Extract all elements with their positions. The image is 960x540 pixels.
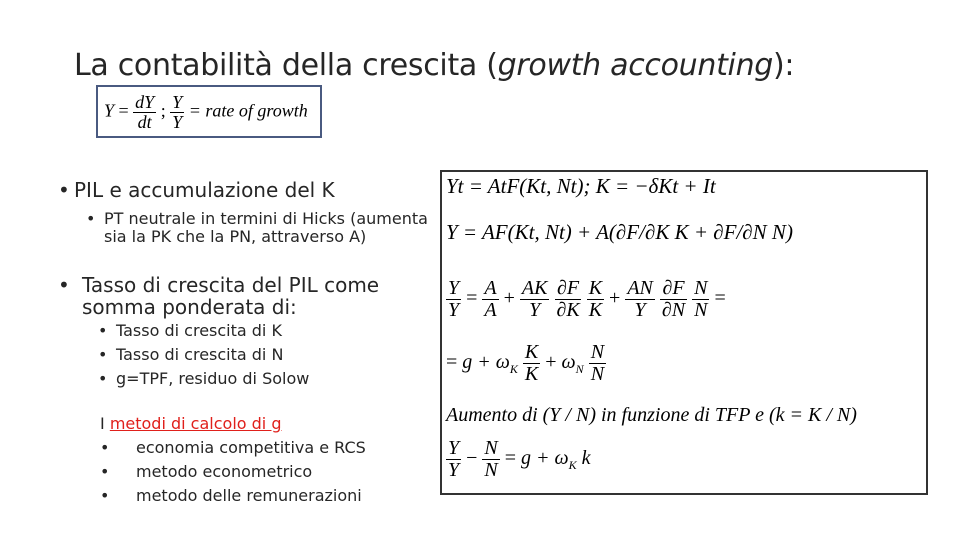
bullet-2-sub-2: • Tasso di crescita di N bbox=[98, 345, 284, 364]
title-suffix: ): bbox=[773, 48, 795, 83]
equation-1: Yt = AtF(Kt, Nt); K = −δKt + It bbox=[446, 174, 716, 198]
y-over-y-fraction: $\frac{Y}{Y}$ bbox=[172, 92, 183, 132]
equation-4: = $g + \omega_K$ $\frac{K}{K}$ + $\omega_N$ $\frac{N}{N}$ bbox=[446, 341, 605, 385]
equation-2: Y = AF(Kt, Nt) + A(∂F/∂K K + ∂F/∂N N) bbox=[446, 220, 793, 244]
definition-formula-box: Y = $\frac{dY}{dt}$ ; $\frac{Y}{Y}$ = rate of growth bbox=[96, 85, 322, 138]
equation-6: $\frac{Y}{Y}$ − $\frac{N}{N}$ = $g + \omega_K$ k bbox=[448, 437, 591, 481]
page-title bbox=[74, 48, 794, 83]
equation-3: $\frac{Y}{Y}$ = $\frac{A}{A}$ + $\frac{AK}{Y}$ $\frac{\partial F}{\partial K}$ $\frac{K}{K}$ + $\frac{AN}{Y}$ $\frac{\partial F}{\partial N}$ $\frac{N}{N}$ = bbox=[448, 277, 726, 321]
method-item: • economia competitiva e RCS bbox=[100, 438, 366, 457]
rate-of-growth: = rate of growth bbox=[188, 100, 308, 121]
bullet-1: • PIL e accumulazione del K bbox=[58, 178, 335, 202]
method-item: • metodo delle remunerazioni bbox=[100, 486, 362, 505]
bullet-2: • Tasso di crescita del PIL come somma ponderata di: bbox=[58, 273, 380, 319]
bullet-1-sub: • PT neutrale in termini di Hicks (aumenta sia la PK che la PN, attraverso A) bbox=[86, 209, 428, 246]
bullet-2-sub-3: • g=TPF, residuo di Solow bbox=[98, 369, 310, 388]
title-italic: growth accounting bbox=[497, 48, 774, 83]
dot-y: Y bbox=[104, 100, 115, 121]
bullet-2-sub-1: • Tasso di crescita di K bbox=[98, 321, 282, 340]
dy-dt-fraction: $\frac{dY}{dt}$ bbox=[135, 92, 155, 132]
method-item: • metodo econometrico bbox=[100, 462, 313, 481]
equations-box bbox=[440, 170, 928, 495]
title-prefix: La contabilità della crescita ( bbox=[74, 48, 498, 83]
equation-5: Aumento di (Y / N) in funzione di TFP e (k = K / N) bbox=[446, 404, 857, 426]
methods-heading: I metodi di calcolo di g bbox=[100, 414, 282, 433]
